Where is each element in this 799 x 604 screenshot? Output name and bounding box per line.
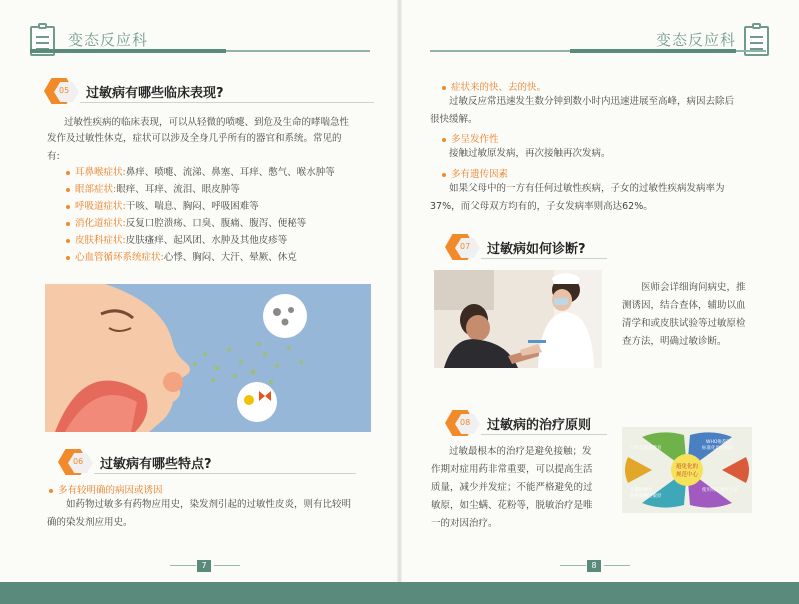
section-number: 05 — [59, 86, 70, 95]
diagram-center-line-2: 规范中心 — [675, 472, 699, 478]
section-05-intro-cont: 发作及过敏性休克，症状可以涉及全身几乎所有的器官和系统。常见的 有: — [47, 133, 342, 162]
list-item: 皮肤科症状:皮肤瘙痒、起风团、水肿及其他皮疹等 — [66, 232, 335, 249]
section-number: 06 — [73, 457, 84, 466]
right-header-rule-strong — [570, 49, 736, 53]
left-header-rule-strong — [30, 49, 226, 53]
page-number: 8 — [587, 560, 601, 572]
right-header-title: 变态反应科 — [656, 31, 737, 49]
bottom-band — [0, 582, 799, 604]
diagram-label: 合作与患者教育 — [630, 446, 662, 451]
bullet2-body: 接触过敏原发病，再次接触再次发病。 — [449, 148, 611, 159]
feature-bullet: 症状来的快、去的快。 — [442, 79, 546, 93]
feature-bullet: 多呈发作性 — [442, 131, 499, 145]
page-number: 7 — [197, 560, 211, 572]
section-title: 过敏病如何诊断? — [487, 242, 586, 257]
diagram-label: 正确诊断及 — [630, 488, 653, 493]
section-title: 过敏病有哪些特点? — [100, 457, 212, 472]
allergy-face-illustration — [45, 284, 371, 432]
section-07-body: 医师会详细询问病史，推 测诱因，结合查体，辅助以血 清学和或皮肤试验等过敏原检 查方法，明确过敏诊断。 — [622, 282, 746, 347]
section-title: 过敏病有哪些临床表现? — [86, 86, 224, 101]
list-item: 消化道症状:反复口腔溃疡、口臭、腹痛、腹泻、便秘等 — [66, 215, 335, 232]
section-06-body-1: 如药物过敏多有药物应用史，染发剂引起的过敏性皮炎，则有比较明 — [66, 499, 352, 510]
left-header-title: 变态反应科 — [68, 31, 149, 49]
section-06-body-2: 确的染发剂应用史。 — [47, 517, 133, 528]
section-08-body: 过敏最根本的治疗是避免接触；发 作期对症用药非常重要，可以提高生活 质量，减少并发症；不能严格避免的过 敏原，如尘螨、花粉等，脱敏治疗是唯 一的对因治疗。 — [431, 446, 593, 529]
section-05-heading — [44, 78, 374, 106]
list-item: 耳鼻喉症状:鼻痒、喷嚏、流涕、鼻塞、耳痒、憋气、喉水肿等 — [66, 164, 335, 181]
section-07-heading — [445, 234, 615, 262]
feature-bullet: 多有遗传因素 — [442, 166, 508, 180]
diagnosis-photo — [434, 270, 602, 368]
feature-bullet: 多有较明确的病因或诱因 — [49, 482, 163, 496]
symptom-list — [66, 164, 335, 266]
bullet1-body-2: 很快缓解。 — [430, 114, 478, 125]
diagram-label: 使用特定治疗方法 — [702, 488, 738, 493]
diagram-label: WHO推荐的 — [706, 440, 731, 445]
diagram-label: 避免接触过敏原 — [630, 494, 662, 499]
diagram-label: 标准化治疗指南 — [702, 446, 734, 451]
section-06-heading — [58, 449, 358, 477]
section-number: 07 — [460, 242, 471, 251]
section-08-heading — [445, 410, 615, 438]
bullet1-body-1: 过敏反应常迅速发生数分钟到数小时内迅速进展至高峰，病因去除后 — [449, 96, 735, 107]
list-item: 呼吸道症状:干咳、喘息、胸闷、呼吸困难等 — [66, 198, 335, 215]
section-title: 过敏病的治疗原则 — [487, 418, 592, 433]
section-number: 08 — [460, 418, 471, 427]
diagram-center-line-1: 避免化的 — [675, 464, 699, 470]
book-gutter — [397, 0, 402, 582]
list-item: 心血管循环系统症状:心悸、胸闷、大汗、晕厥、休克 — [66, 249, 335, 266]
treatment-principle-diagram — [622, 427, 752, 513]
section-05-intro: 过敏性疾病的临床表现，可以从轻微的喷嚏、到危及生命的哮喘急性 — [64, 117, 350, 128]
bullet3-body-2: 37%，而父母双方均有的，子女发病率则高达62%。 — [430, 201, 653, 212]
bullet3-body-1: 如果父母中的一方有任何过敏性疾病，子女的过敏性疾病发病率为 — [449, 183, 725, 194]
list-item: 眼部症状:眼痒、耳痒、流泪、眼皮肿等 — [66, 181, 335, 198]
